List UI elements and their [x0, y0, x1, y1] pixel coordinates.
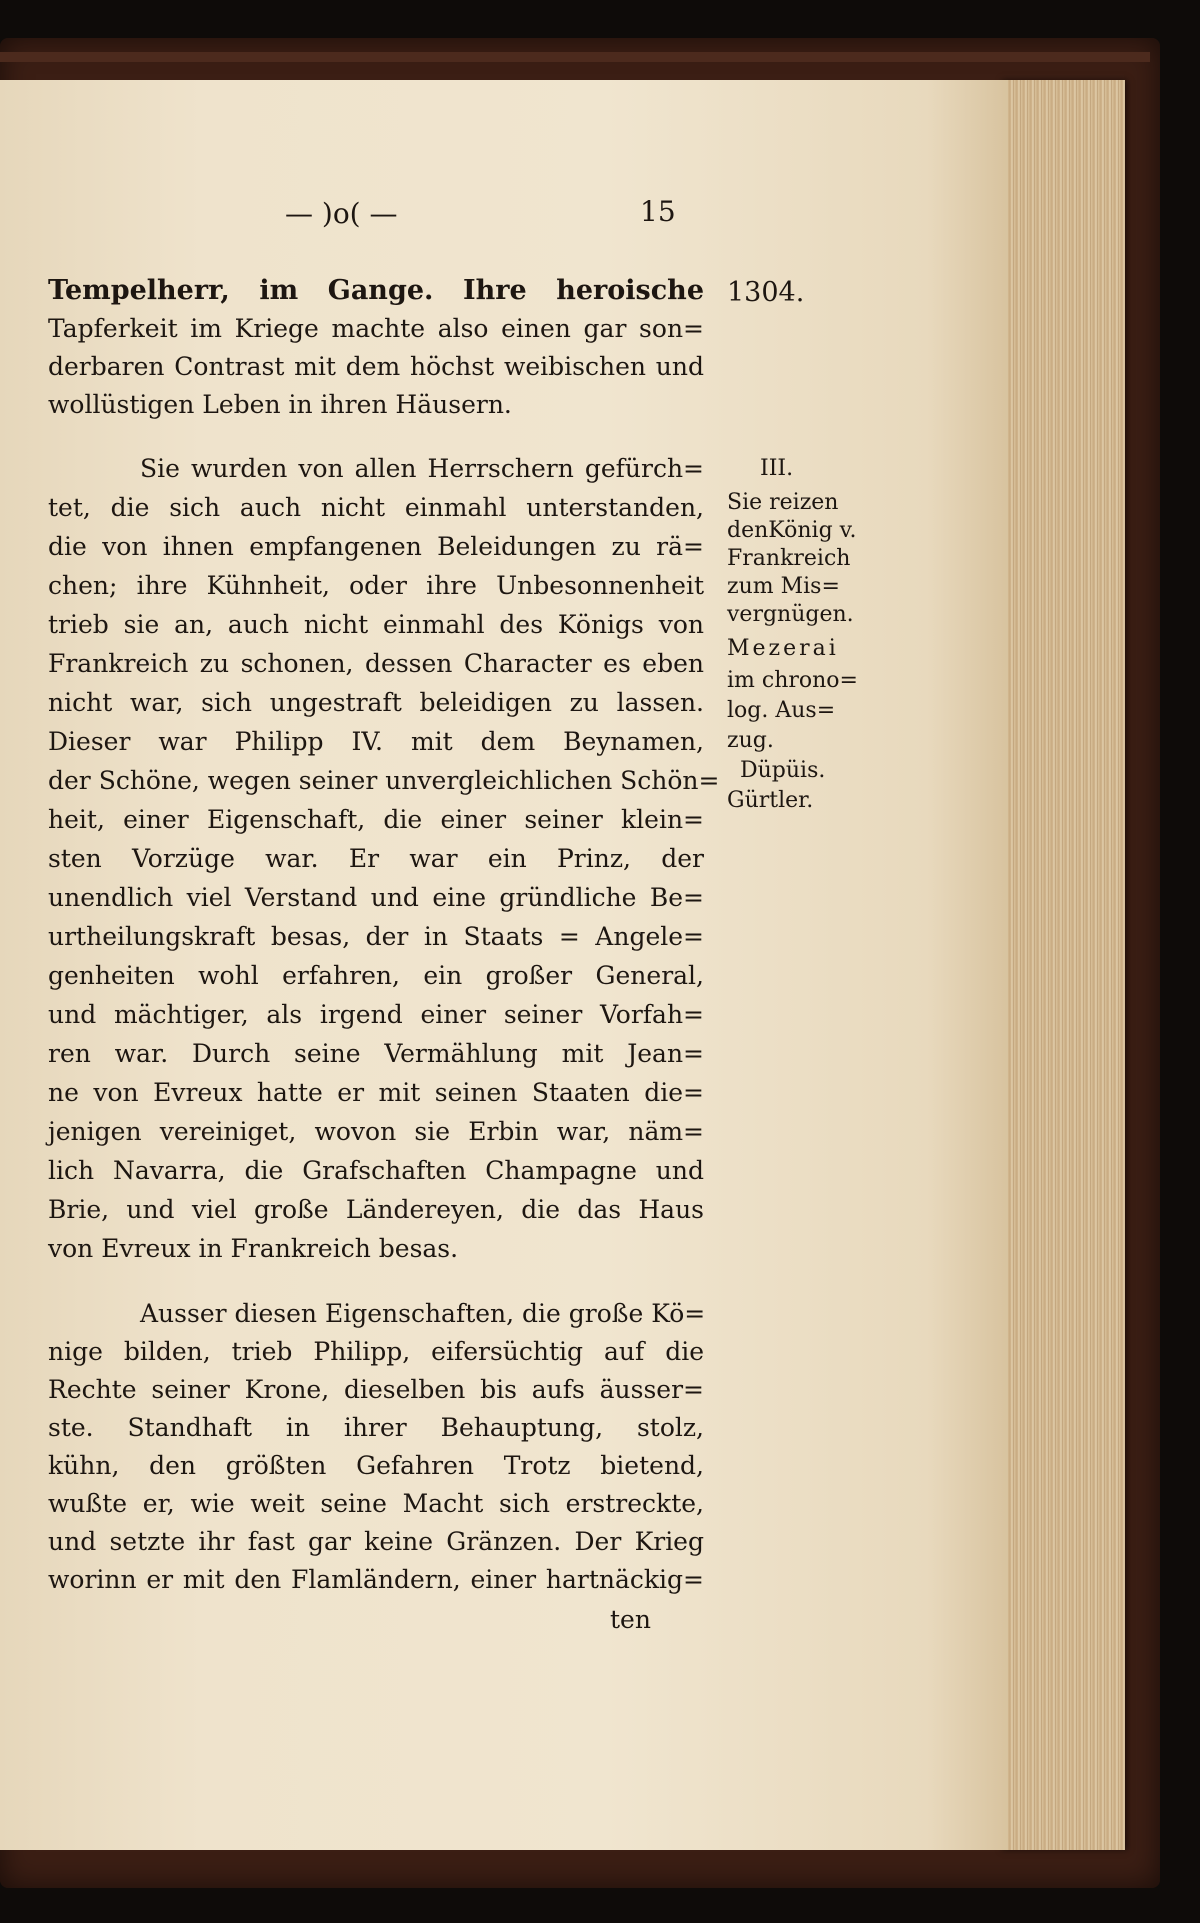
- text-line: und setzte ihr fast gar keine Gränzen. Der Krieg: [48, 1527, 704, 1556]
- margin-note-line: zug.: [727, 728, 774, 753]
- margin-note-line: vergnügen.: [727, 602, 854, 627]
- catchword: ten: [610, 1605, 651, 1634]
- margin-year: 1304.: [727, 277, 805, 308]
- text-line: und mächtiger, als irgend einer seiner Vorfah=: [48, 1000, 704, 1029]
- text-line: die von ihnen empfangenen Beleidungen zu rä=: [48, 532, 704, 561]
- book-page: [0, 80, 1008, 1850]
- text-line: von Evreux in Frankreich besas.: [48, 1234, 459, 1263]
- margin-note-line: Mezerai: [727, 636, 839, 661]
- text-line: Sie wurden von allen Herrschern gefürch=: [140, 454, 704, 483]
- text-line: ne von Evreux hatte er mit seinen Staaten die=: [48, 1078, 704, 1107]
- page-number: 15: [640, 195, 676, 228]
- text-line: heit, einer Eigenschaft, die einer seiner klein=: [48, 805, 704, 834]
- text-line: chen; ihre Kühnheit, oder ihre Unbesonnenheit: [48, 571, 704, 600]
- text-line: Dieser war Philipp IV. mit dem Beynamen,: [48, 727, 704, 756]
- text-line: Tapferkeit im Kriege machte also einen gar son=: [48, 314, 704, 343]
- text-line: Rechte seiner Krone, dieselben bis aufs äusser=: [48, 1375, 704, 1404]
- page-edges: [1000, 80, 1125, 1850]
- text-line: ren war. Durch seine Vermählung mit Jean=: [48, 1039, 704, 1068]
- text-line: trieb sie an, auch nicht einmahl des Königs von: [48, 610, 704, 639]
- text-line: jenigen vereiniget, wovon sie Erbin war, näm=: [48, 1117, 704, 1146]
- text-line: ste. Standhaft in ihrer Behauptung, stolz,: [48, 1413, 704, 1442]
- text-line: wollüstigen Leben in ihren Häusern.: [48, 390, 512, 419]
- text-line: worinn er mit den Flamländern, einer hartnäckig=: [48, 1565, 704, 1594]
- text-line: nicht war, sich ungestraft beleidigen zu lassen.: [48, 688, 704, 717]
- text-line: Frankreich zu schonen, dessen Character es eben: [48, 649, 704, 678]
- text-line: derbaren Contrast mit dem höchst weibischen und: [48, 352, 704, 381]
- margin-note-line: zum Mis=: [727, 574, 840, 599]
- text-line: tet, die sich auch nicht einmahl unterstanden,: [48, 493, 704, 522]
- cover-edge: [0, 52, 1150, 62]
- margin-note-line: Düpüis.: [740, 758, 826, 783]
- text-line: Brie, und viel große Ländereyen, die das Haus: [48, 1195, 704, 1224]
- margin-note-line: Gürtler.: [727, 788, 814, 813]
- margin-note-line: Frankreich: [727, 546, 851, 571]
- margin-note-line: denKönig v.: [727, 518, 857, 543]
- text-line: Tempelherr, im Gange. Ihre heroische: [48, 275, 704, 306]
- text-line: unendlich viel Verstand und eine gründliche Be=: [48, 883, 704, 912]
- margin-note-line: im chrono=: [727, 668, 858, 693]
- margin-note-line: Sie reizen: [727, 490, 839, 515]
- text-line: kühn, den größten Gefahren Trotz bietend,: [48, 1451, 704, 1480]
- text-line: wußte er, wie weit seine Macht sich erstreckte,: [48, 1489, 704, 1518]
- margin-section: III.: [760, 456, 794, 481]
- text-line: lich Navarra, die Grafschaften Champagne und: [48, 1156, 704, 1185]
- text-line: genheiten wohl erfahren, ein großer General,: [48, 961, 704, 990]
- margin-note-line: log. Aus=: [727, 698, 836, 723]
- text-line: sten Vorzüge war. Er war ein Prinz, der: [48, 844, 704, 873]
- header-ornament: — )o( —: [285, 197, 398, 230]
- text-line: Ausser diesen Eigenschaften, die große Kö=: [140, 1299, 706, 1328]
- text-line: urtheilungskraft besas, der in Staats = Angele=: [48, 922, 704, 951]
- text-line: der Schöne, wegen seiner unvergleichlichen Schön=: [48, 766, 720, 795]
- text-line: nige bilden, trieb Philipp, eifersüchtig auf die: [48, 1337, 704, 1366]
